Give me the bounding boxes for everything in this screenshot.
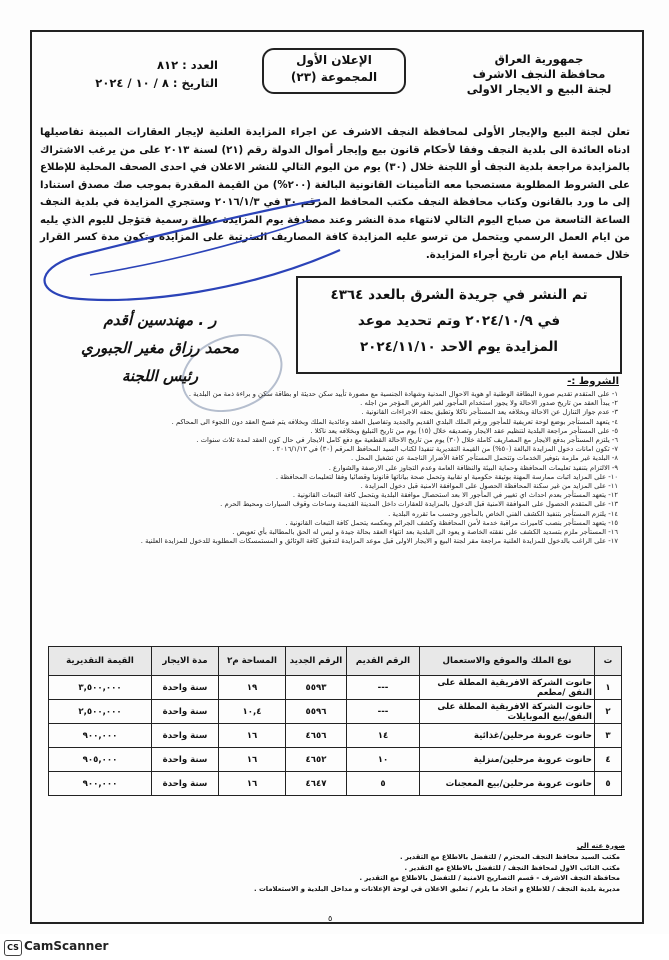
cell-old-number: --- <box>347 700 420 724</box>
properties-table <box>48 646 622 796</box>
conditions-list <box>48 390 618 546</box>
condition-item: ١٦- المستأجر ملزم بتسديد الكشف على نفقته الخاصة و يعود الى البلدية بعد انتهاء العقد بحالة جيدة و ليس له الحق بالمطالبة بأي تعويض . <box>232 528 618 537</box>
table-row <box>49 748 622 772</box>
cell-duration: سنة واحدة <box>152 748 219 772</box>
col-header-new-number: الرقم الجديد <box>286 647 347 676</box>
condition-item: ٢- يبدأ العقد من تاريخ صدور الاحالة ولا يجوز استخدام المأجور لغير الغرض المؤجر من اجله . <box>360 399 618 408</box>
notice-line-auction-date: المزايدة يوم الاحد ٢٠٢٤/١١/١٠ <box>359 339 559 355</box>
intro-paragraph: تعلن لجنة البيع والإيجار الأولى لمحافظة النجف الاشرف عن اجراء المزايدة العلنية لإيجار العقارات المبينة تفاصيلها ادناه العائدة الى بلدية النجف وفقا لأحكام قانون بيع وإيجار أموال الدولة رقم (٢١) لسنة ٢٠١٣ على من يرغب الاشتراك بالمزايدة مراجعة بلدية النجف أو اللجنة خلال (٣٠) يوم من اليوم التالي للنشر الاعلان في احدى الصحف المحلية للإطلاع على الشروط المطلوبة مستصحبا معه التأمينات القانونية البالغة (٢٠٠%) من القيمة المقدرة بموجب صك مصدق استنادا إلى ما ورد بالقانون وكتاب محافظة النجف مكتب المحافظ المرقم ٣٠ في ٢٠١٦/١/٣ وستجري المزايدة في بلدية النجف الساعة التاسعة من صباح اليوم التالي لانتهاء مدة النشر وعند مصادفة يوم المزايدة عطلة رسمية فتؤجل لليوم الذي يليه من ايام العمل الرسمي ويتحمل من ترسو عليه المزايدة كافة المصاريف المترتبة على المزايدة وتكون مدة كسر القرار خلال خمسة ايام من تاريخ أجراء المزايدة. <box>40 127 630 261</box>
col-header-area: المساحة م٢ <box>219 647 286 676</box>
scanner-watermark <box>0 934 669 960</box>
copies-title: صورة عنه الى <box>576 842 625 850</box>
condition-item: ١- على المتقدم تقديم صورة البطاقة الوطنية او هوية الاحوال المدنية وشهادة الجنسية مع مصورة تأييد سكن حديثة او بطاقة سكن و براءة ذمة من البلدية . <box>188 390 618 398</box>
reference-block <box>48 56 218 92</box>
cell-index: ٣ <box>595 724 622 748</box>
publication-notice-box <box>296 276 622 374</box>
condition-item: ٩- الالتزام بتنفيذ تعليمات المحافظة وحماية البيئة والنظافة العامة وعدم التجاوز على الارصفة والشوارع . <box>328 463 618 472</box>
table-row <box>49 676 622 700</box>
cell-area: ١٩ <box>219 676 286 700</box>
condition-item: ١٣- على المتقدم الحصول على الموافقة الامنية قبل الدخول بالمزايدة للعقارات داخل المدينة القديمة وساحات وقوف السيارات ومحيط الحرم . <box>220 500 618 509</box>
col-header-index: ت <box>595 647 622 676</box>
notice-line-newspaper: تم النشر في جريدة الشرق بالعدد ٤٣٦٤ <box>330 287 588 303</box>
cell-property: حانوت عروبة مرحلين/منزلية <box>420 748 595 772</box>
cell-new-number: ٤٦٥٢ <box>286 748 347 772</box>
cell-index: ١ <box>595 676 622 700</box>
cell-new-number: ٤٦٥٦ <box>286 724 347 748</box>
condition-item: ٣- عدم جواز التنازل عن الاحالة وبخلافه يعد المستأجر ناكلا وتطبق بحقه الاجراءات القانونية . <box>361 408 618 417</box>
cell-value: ٢,٥٠٠,٠٠٠ <box>49 700 152 724</box>
announcement-title: الإعلان الأول <box>296 53 372 67</box>
announcement-group: المجموعة (٢٣) <box>290 70 378 84</box>
col-header-old-number: الرقم القديم <box>347 647 420 676</box>
cell-area: ١٦ <box>219 748 286 772</box>
conditions-title: الشروط :- <box>567 376 619 387</box>
cell-old-number: ١٠ <box>347 748 420 772</box>
reference-number: العدد : ٨١٢ <box>157 58 218 72</box>
announcement-title-box <box>262 48 406 94</box>
copies-list <box>180 852 620 894</box>
cell-area: ١٦ <box>219 772 286 796</box>
condition-item: ٨- البلدية غير ملزمة بتوفير الخدمات وتتحمل المستأجر كافة الأضرار الناجمة عن تشغيل المحل . <box>350 454 618 463</box>
condition-item: ٥- على المستأجر مراجعة البلدية لتنظيم عقد الايجار وتصديقه خلال (١٥) يوم من تاريخ التبليغ وبخلافه يعد ناكلا . <box>310 426 618 435</box>
cell-new-number: ٥٥٩٣ <box>286 676 347 700</box>
cell-duration: سنة واحدة <box>152 676 219 700</box>
condition-item: ٤- يتعهد المستأجر بوضع لوحة تعريفية للمأجور ورقم الملك البلدي القديم والجديد وتفاصيل العقد وعائدية الملك وبخلافه يتم فسخ العقد دون اللجوء الى المحاكم . <box>171 417 618 426</box>
cell-index: ٢ <box>595 700 622 724</box>
cell-duration: سنة واحدة <box>152 772 219 796</box>
cell-old-number: --- <box>347 676 420 700</box>
cell-index: ٤ <box>595 748 622 772</box>
issuer-line-province: محافظة النجف الاشرف <box>472 67 606 81</box>
condition-item: ١٥- يتعهد المستأجر بنصب كاميرات مراقبة خدمة لأمن المحافظة وكشف الجرائم وبعكسه يتحمل كافة التبعات القانونية . <box>285 518 618 527</box>
signer-title: رئيس اللجنة <box>121 367 199 385</box>
signer-name: محمد رزاق مغير الجبوري <box>81 339 239 357</box>
cell-old-number: ٥ <box>347 772 420 796</box>
cell-value: ٩٠٠,٠٠٠ <box>49 724 152 748</box>
issuer-block <box>449 52 629 97</box>
condition-item: ١٧- على الراغب بالدخول للمزايدة العلنية مراجعة مقر لجنة البيع و الايجار الاولى قبل موعد المزايدة لتدقيق كافة الوثائق و المستمسكات المطلوبة للدخول للمزايدة العلنية . <box>140 537 618 546</box>
cell-index: ٥ <box>595 772 622 796</box>
condition-item: ١٢- يتعهد المستأجر بعدم احداث اي تغيير في المأجور الا بعد استحصال موافقة البلدية ويتحمل كافة التبعات القانونية . <box>292 491 618 500</box>
cell-area: ١٦ <box>219 724 286 748</box>
cell-duration: سنة واحدة <box>152 700 219 724</box>
cell-property: حانوت عروبة مرحلين/غذائية <box>420 724 595 748</box>
cell-value: ٩٠٠,٠٠٠ <box>49 772 152 796</box>
cell-new-number: ٥٥٩٦ <box>286 700 347 724</box>
cell-new-number: ٤٦٤٧ <box>286 772 347 796</box>
condition-item: ١١- على المزايد من غير سكنة المحافظة الحصول على الموافقة الامنية قبل دخول المزايدة . <box>360 482 618 491</box>
signer-rank: ر . مهندسين أقدم <box>103 311 217 329</box>
table-header-row <box>49 647 622 676</box>
condition-item: ٦- يلتزم المستأجر بدفع الايجار مع المصاريف كاملة خلال (٣٠) يوم من تاريخ الاحالة القطعية مع دفع كامل الايجار في حال كون العقد لمدة ثلاث سنوات . <box>196 436 618 445</box>
cell-area: ١٠,٤ <box>219 700 286 724</box>
page-number: ٥ <box>328 914 333 923</box>
notice-line-date: في ٢٠٢٤/١٠/٩ وتم تحديد موعد <box>357 313 561 329</box>
reference-date: التاريخ : ٨ / ١٠ / ٢٠٢٤ <box>95 76 218 90</box>
col-header-property: نوع الملك والموقع والاستعمال <box>420 647 595 676</box>
cell-value: ٩٠٥,٠٠٠ <box>49 748 152 772</box>
cell-property: حانوت الشركة الافريقية المطلة على النفق/بيع الموبايلات <box>420 700 595 724</box>
cell-property: حانوت عروبة مرحلين/بيع المعجنات <box>420 772 595 796</box>
cell-property: حانوت الشركة الافريقية المطلة على النفق /مطعم <box>420 676 595 700</box>
copy-recipient: مديرية بلدية النجف / للاطلاع و اتخاذ ما يلزم / تعليق الاعلان في لوحة الإعلانات و مداخل البلدية و الاستعلامات . <box>254 884 620 893</box>
table-row <box>49 724 622 748</box>
copy-recipient: مكتب النائب الاول لمحافظ النجف / للتفضل بالاطلاع مع التقدير . <box>404 863 620 872</box>
table-row <box>49 700 622 724</box>
col-header-duration: مدة الايجار <box>152 647 219 676</box>
camscanner-logo-icon: CS <box>4 940 22 956</box>
copy-recipient: مكتب السيد محافظ النجف المحترم / للتفضل بالاطلاع مع التقدير . <box>400 853 620 861</box>
condition-item: ١٠- على المزايد اثبات ممارسة المهنة بوثيقة حكومية او نقابية وتحمل صحة بياناتها قانونيا وقضائيا وفقا لتعليمات المحافظة . <box>275 472 618 481</box>
signature-block <box>40 306 280 390</box>
condition-item: ١٤- يلتزم المستأجر بتنفيذ الكشف الفني الخاص بالمأجور وحسب ما تقرره البلدية . <box>388 509 618 518</box>
camscanner-brand: CamScanner <box>24 939 109 953</box>
condition-item: ٧- تكون امانات دخول المزايدة البالغة (٥٠%) من القيمة التقديرية تنفيذا لكتاب السيد المحافظ المرقم (٣٠) في ٢٠١٦/١/١٣ . <box>272 445 618 454</box>
cell-old-number: ١٤ <box>347 724 420 748</box>
issuer-line-country: جمهورية العراق <box>494 52 584 66</box>
col-header-value: القيمة التقديرية <box>49 647 152 676</box>
copy-recipient: محافظة النجف الاشرف - قسم التصاريح الامنية / للتفضل بالاطلاع مع التقدير . <box>359 874 620 883</box>
issuer-line-committee: لجنة البيع و الايجار الاولى <box>466 82 612 96</box>
cell-duration: سنة واحدة <box>152 724 219 748</box>
cell-value: ٣,٥٠٠,٠٠٠ <box>49 676 152 700</box>
table-row <box>49 772 622 796</box>
